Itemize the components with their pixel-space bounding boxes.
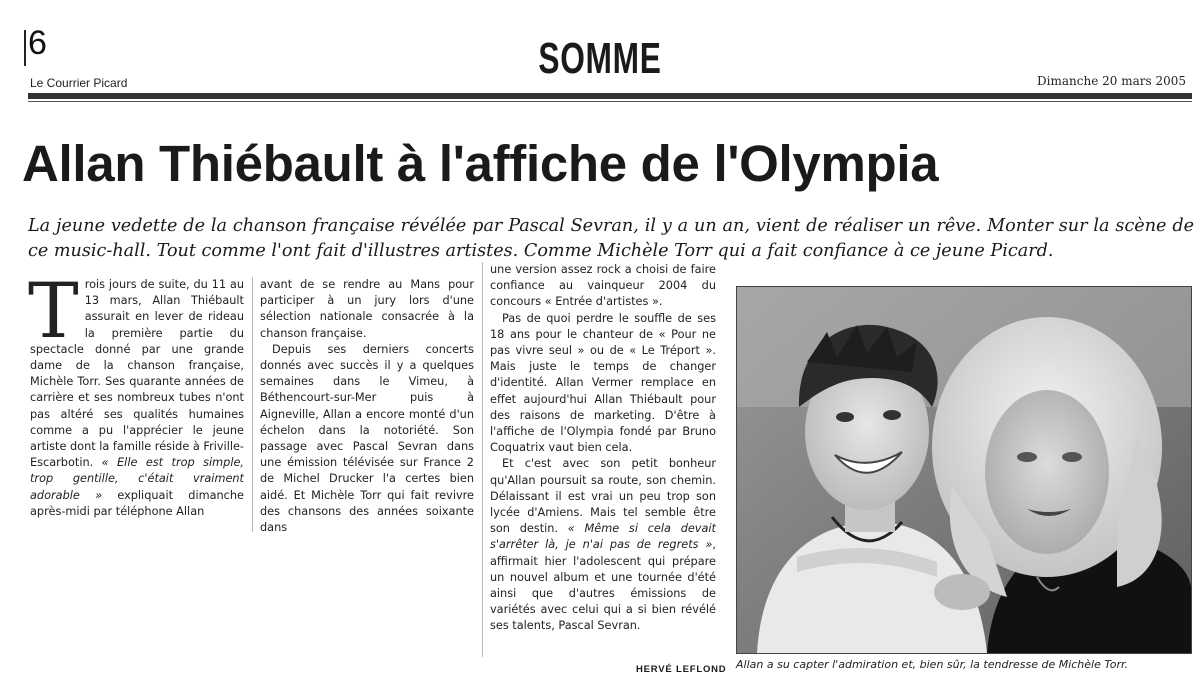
article-column-2 xyxy=(260,277,474,536)
page-number: 6 xyxy=(28,24,47,62)
column-2-paragraph-1: avant de se rendre au Mans pour participer à un jury lors d'une sélection nationale consacrée à la chanson française. xyxy=(260,278,474,340)
newspaper-name: Le Courrier Picard xyxy=(30,76,128,90)
article-standfirst: La jeune vedette de la chanson française révélée par Pascal Sevran, il y a un an, vient de réaliser un rêve. Monter sur la scène de ce music-hall. Tout comme l'ont fait d'illustres artistes. Comme Michèle Torr qui a fait confiance à ce jeune Picard. xyxy=(28,216,1194,261)
photo-caption: Allan a su capter l'admiration et, bien sûr, la tendresse de Michèle Torr. xyxy=(736,658,1128,671)
author-signature: HERVÉ LEFLOND xyxy=(636,664,727,675)
column-3-text: Et c'est avec son petit bonheur qu'Allan poursuit sa route, son chemin. Délaissant il est vrai un peu trop son lycée d'Amiens. Mais tel semble être son destin. xyxy=(490,457,716,536)
column-1-quote: « Elle est trop simple, trop gentille, c'était vraiment adorable » xyxy=(30,456,244,502)
article-column-3 xyxy=(490,262,716,635)
column-1-paragraph xyxy=(28,266,244,520)
article-headline: Allan Thiébault à l'affiche de l'Olympia xyxy=(22,135,939,192)
column-1-text: rois jours de suite, du 11 au 13 mars, Allan Thiébault assurait en lever de rideau la première partie du spectacle donné par une grande dame de la chanson française, Michèle Torr. Ses quarante années de carrière et ses nombreux tubes n'ont pas altéré ses qualités humaines comme a pu l'apprécier le jeune artiste dont la famille réside à Friville-Escarbotin. xyxy=(30,278,244,470)
article-column-1 xyxy=(28,266,244,520)
column-3-paragraph-1: une version assez rock a choisi de faire confiance au vainqueur 2004 du concours « Entrée d'artistes ». xyxy=(490,263,716,309)
column-3-paragraph-2: Pas de quoi perdre le souffle de ses 18 ans pour le chanteur de « Pour ne pas vivre seul » ou de « Le Tréport ». Mais juste le temps de changer d'identité. Allan Vermer remplace en effet aujourd'hui Allan Thiébault pour des raisons de marketing. D'être à l'affiche de l'Olympia fondé par Bruno Coquatrix vaut bien cela. xyxy=(490,311,716,455)
column-1-text-end: expliquait dimanche après-midi par téléphone Allan xyxy=(30,488,244,518)
section-title: SOMME xyxy=(538,34,662,83)
column-3-paragraph-3 xyxy=(490,456,716,634)
page-number-rule xyxy=(24,30,26,66)
article-photo xyxy=(736,286,1192,654)
drop-cap: T xyxy=(28,266,79,355)
issue-date: Dimanche 20 mars 2005 xyxy=(1037,74,1186,88)
column-divider xyxy=(252,277,253,532)
masthead-thick-rule xyxy=(28,93,1192,99)
masthead-thin-rule xyxy=(28,101,1192,102)
column-3-text-end: , affirmait hier l'adolescent qui prépare un nouvel album et une tournée d'été ainsi que d'autres émissions de variétés avec celui qui a si bien révélé ses talents, Pascal Sevran. xyxy=(490,538,716,633)
column-divider xyxy=(482,262,483,657)
column-3-quote: « Même si cela devait s'arrêter là, je n'ai pas de regrets » xyxy=(490,522,716,552)
column-2-paragraph-2: Depuis ses derniers concerts donnés avec succès il y a quelques semaines dans le Vimeu, à Béthencourt-sur-Mer puis à Aigneville, Allan a encore monté d'un échelon dans la notoriété. Son passage avec Pascal Sevran dans une émission télévisée sur France 2 de Michel Drucker l'a certes bien aidé. Et Michèle Torr qui fait revivre des chansons des années soixante dans xyxy=(260,342,474,535)
photo-illustration xyxy=(737,287,1191,653)
